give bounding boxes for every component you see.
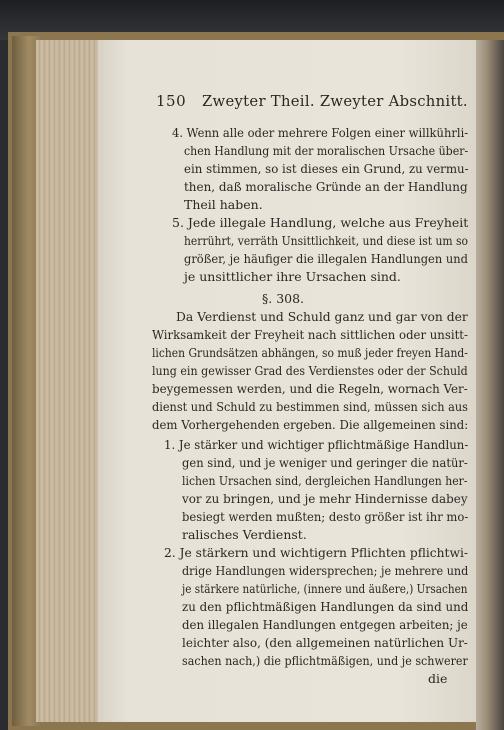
text-line: 4. Wenn alle oder mehrere Folgen einer willkührli- (172, 125, 469, 140)
text-line: drige Handlungen widersprechen; je mehrere und (182, 563, 469, 578)
text-line: Theil haben. (184, 197, 263, 212)
text-line: gen sind, und je weniger und geringer die natür- (182, 455, 468, 470)
text-line: den illegalen Handlungen entgegen arbeiten; je (182, 617, 468, 632)
running-head: Zweyter Theil. Zweyter Abschnitt. (202, 92, 468, 110)
text-line: lichen Ursachen sind, dergleichen Handlungen her- (182, 473, 468, 488)
text-line: 2. Je stärkern und wichtigern Pflichten pflichtwi- (164, 545, 469, 560)
text-line: Da Verdienst und Schuld ganz und gar von der (176, 309, 468, 324)
text-line: besiegt werden mußten; desto größer ist ihr mo- (182, 509, 469, 524)
text-line: sachen nach,) die pflichtmäßigen, und je schwerer (182, 653, 468, 668)
text-line: ralisches Verdienst. (182, 527, 307, 542)
text-line: lichen Grundsätzen abhängen, so muß jeder freyen Hand- (152, 345, 468, 360)
text-line: herrührt, verräth Unsittlichkeit, und diese ist um so (184, 233, 469, 248)
text-line: 1. Je stärker und wichtiger pflichtmäßige Handlun- (164, 437, 469, 452)
text-line: dienst und Schuld zu bestimmen sind, müssen sich aus (152, 399, 468, 414)
catchword: die (428, 671, 448, 686)
section-heading: §. 308. (262, 291, 305, 306)
text-line: ein stimmen, so ist dieses ein Grund, zu vermu- (184, 161, 469, 176)
text-line: Wirksamkeit der Freyheit nach sittlichen oder unsitt- (152, 327, 468, 342)
text-line: je stärkere natürliche, (innere und äußere,) Ursachen (182, 581, 468, 596)
text-line: zu den pflichtmäßigen Handlungen da sind und (182, 599, 469, 614)
text-line: then, daß moralische Gründe an der Handlung (184, 179, 468, 194)
right-page-edge (476, 40, 504, 730)
text-line: lung ein gewisser Grad des Verdienstes oder der Schuld (152, 363, 468, 378)
book-page (98, 40, 476, 722)
text-line: je unsittlicher ihre Ursachen sind. (184, 269, 401, 284)
text-line: dem Vorhergehenden ergeben. Die allgemeinen sind: (152, 417, 469, 432)
text-line: 5. Jede illegale Handlung, welche aus Freyheit (172, 215, 469, 230)
page-number: 150 (156, 92, 187, 110)
text-line: beygemessen werden, und die Regeln, wornach Ver- (152, 381, 468, 396)
text-line: größer, je häufiger die illegalen Handlungen und (184, 251, 468, 266)
text-line: leichter also, (den allgemeinen natürlichen Ur- (182, 635, 468, 650)
page-stack-edges (36, 40, 102, 722)
text-line: vor zu bringen, und je mehr Hindernisse dabey (182, 491, 468, 506)
text-line: chen Handlung mit der moralischen Ursache über- (184, 143, 469, 158)
